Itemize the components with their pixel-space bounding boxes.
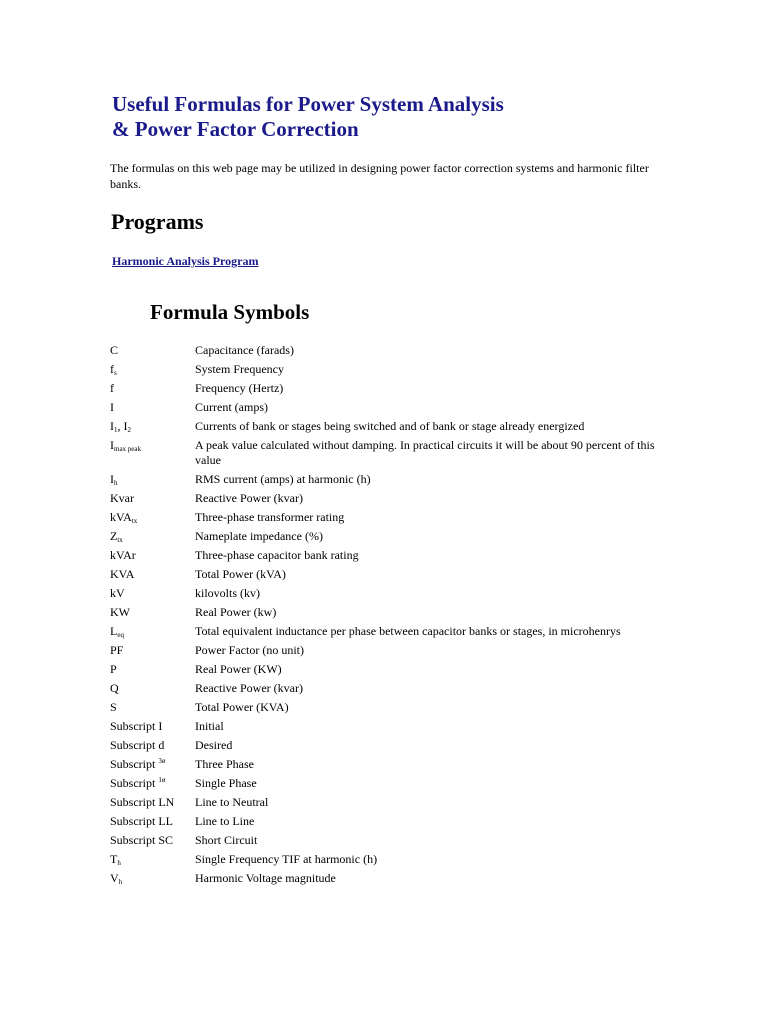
symbol-row [110, 852, 670, 871]
symbol-base: C [110, 343, 119, 357]
symbol-base: f [110, 362, 114, 376]
harmonic-analysis-program-link[interactable]: Harmonic Analysis Program [112, 254, 259, 268]
symbol-base: P [110, 662, 117, 676]
symbol-row [110, 814, 670, 833]
symbol-cell [110, 381, 195, 396]
definition-cell: Single Frequency TIF at harmonic (h) [195, 852, 378, 866]
symbol-row [110, 719, 670, 738]
symbol-base: Z [110, 529, 118, 543]
definition-cell: Capacitance (farads) [195, 343, 294, 357]
symbol-row [110, 643, 670, 662]
symbol-cell [110, 400, 195, 415]
symbol-row [110, 419, 670, 438]
symbol-row [110, 757, 670, 776]
symbol-base: Subscript I [110, 719, 163, 733]
definition-cell: System Frequency [195, 362, 284, 376]
definition-cell: Real Power (kw) [195, 605, 277, 619]
symbol-cell [110, 529, 195, 544]
symbol-row [110, 567, 670, 586]
definition-cell: kilovolts (kv) [195, 586, 260, 600]
symbol-base: Q [110, 681, 119, 695]
symbol-cell [110, 776, 195, 791]
definition-cell: Total Power (kVA) [195, 567, 286, 581]
symbol-cell [110, 662, 195, 677]
symbol-base: L [110, 624, 118, 638]
symbol-cell [110, 567, 195, 582]
symbol-row [110, 548, 670, 567]
definition-cell: Total equivalent inductance per phase between capacitor banks or stages, in microhenrys [195, 624, 621, 638]
symbol-base: KW [110, 605, 130, 619]
symbol-base: S [110, 700, 117, 714]
symbol-mark: 3ø [158, 757, 166, 765]
definition-cell: RMS current (amps) at harmonic (h) [195, 472, 371, 486]
symbol-mark: 1 [114, 426, 118, 434]
symbol-cell [110, 472, 195, 487]
symbol-cell [110, 643, 195, 658]
symbol-base: Subscript SC [110, 833, 174, 847]
symbol-mark: h [114, 479, 118, 487]
symbol-row [110, 662, 670, 681]
symbol-row [110, 624, 670, 643]
symbol-mark: 2 [127, 426, 131, 434]
symbol-mark: eq [117, 631, 124, 639]
symbol-cell [110, 438, 195, 453]
definition-cell: Harmonic Voltage magnitude [195, 871, 336, 885]
definition-cell: Total Power (KVA) [195, 700, 289, 714]
definition-cell: Currents of bank or stages being switched and of bank or stage already energized [195, 419, 585, 433]
symbol-cell [110, 362, 195, 377]
symbol-base: Subscript LN [110, 795, 175, 809]
symbol-row [110, 529, 670, 548]
symbol-base: kVA [110, 510, 132, 524]
definition-cell: Desired [195, 738, 233, 752]
symbol-base: f [110, 381, 114, 395]
page-title-line-1: Useful Formulas for Power System Analysis [112, 92, 504, 116]
symbol-base: kV [110, 586, 125, 600]
intro-paragraph: The formulas on this web page may be utilized in designing power factor correction systems and harmonic filter banks. [110, 161, 649, 191]
symbol-row [110, 795, 670, 814]
symbol-base: Subscript [110, 757, 159, 771]
definition-cell: A peak value calculated without damping. In practical circuits it will be about 90 percent of this value [195, 438, 655, 467]
symbol-cell [110, 757, 195, 772]
symbol-base: I [110, 400, 114, 414]
symbol-base: Subscript d [110, 738, 165, 752]
definition-cell: Single Phase [195, 776, 257, 790]
formula-symbols-table [110, 343, 670, 890]
formula-symbols-heading: Formula Symbols [150, 300, 310, 324]
symbol-cell [110, 814, 195, 829]
symbol-row [110, 381, 670, 400]
symbol-cell [110, 833, 195, 848]
symbol-base: Kvar [110, 491, 134, 505]
definition-cell: Frequency (Hertz) [195, 381, 284, 395]
symbol-cell [110, 681, 195, 696]
symbol-cell [110, 871, 195, 886]
symbol-base: I [110, 419, 114, 433]
symbol-cell [110, 605, 195, 620]
symbol-mark: tx [131, 517, 138, 525]
definition-cell: Short Circuit [195, 833, 258, 847]
symbol-row [110, 738, 670, 757]
definition-cell: Three-phase capacitor bank rating [195, 548, 359, 562]
symbol-base: KVA [110, 567, 135, 581]
symbol-cell [110, 548, 195, 563]
symbol-mark: 1ø [158, 776, 166, 784]
symbol-row [110, 833, 670, 852]
definition-cell: Initial [195, 719, 224, 733]
symbol-row [110, 586, 670, 605]
definition-cell: Nameplate impedance (%) [195, 529, 323, 543]
symbol-base: kVAr [110, 548, 136, 562]
symbol-mark: s [114, 369, 117, 377]
symbol-base: I [110, 438, 114, 452]
symbol-base: V [110, 871, 119, 885]
definition-cell: Power Factor (no unit) [195, 643, 304, 657]
symbol-cell [110, 510, 195, 525]
symbol-cell [110, 419, 195, 434]
symbol-cell [110, 624, 195, 639]
symbol-base: Subscript LL [110, 814, 173, 828]
definition-cell: Real Power (KW) [195, 662, 282, 676]
symbol-cell [110, 852, 195, 867]
definition-cell: Reactive Power (kvar) [195, 681, 303, 695]
symbol-row [110, 700, 670, 719]
symbol-suffix: , I [117, 419, 128, 433]
symbol-cell [110, 795, 195, 810]
symbol-cell [110, 586, 195, 601]
symbol-row [110, 362, 670, 381]
symbol-row [110, 343, 670, 362]
symbol-row [110, 681, 670, 700]
symbol-row [110, 510, 670, 529]
definition-cell: Three-phase transformer rating [195, 510, 345, 524]
symbol-row [110, 871, 670, 890]
page-title [112, 92, 504, 142]
symbol-cell [110, 343, 195, 358]
symbol-mark: h [118, 878, 123, 886]
definition-cell: Current (amps) [195, 400, 268, 414]
symbol-base: T [110, 852, 118, 866]
symbol-base: Subscript [110, 776, 159, 790]
definition-cell: Line to Neutral [195, 795, 269, 809]
symbol-row [110, 438, 670, 472]
symbol-row [110, 605, 670, 624]
symbol-cell [110, 700, 195, 715]
symbol-mark: max peak [114, 445, 142, 453]
programs-heading: Programs [111, 209, 204, 234]
page-title-line-2: & Power Factor Correction [112, 117, 359, 141]
symbol-cell [110, 719, 195, 734]
symbol-base: I [110, 472, 114, 486]
symbol-cell [110, 491, 195, 506]
symbol-row [110, 776, 670, 795]
symbol-base: PF [110, 643, 124, 657]
symbol-row [110, 400, 670, 419]
definition-cell: Three Phase [195, 757, 254, 771]
symbol-row [110, 491, 670, 510]
symbol-mark: tx [117, 536, 123, 544]
definition-cell: Reactive Power (kvar) [195, 491, 303, 505]
symbol-mark: h [117, 859, 121, 867]
definition-cell: Line to Line [195, 814, 255, 828]
symbol-cell [110, 738, 195, 753]
symbol-row [110, 472, 670, 491]
